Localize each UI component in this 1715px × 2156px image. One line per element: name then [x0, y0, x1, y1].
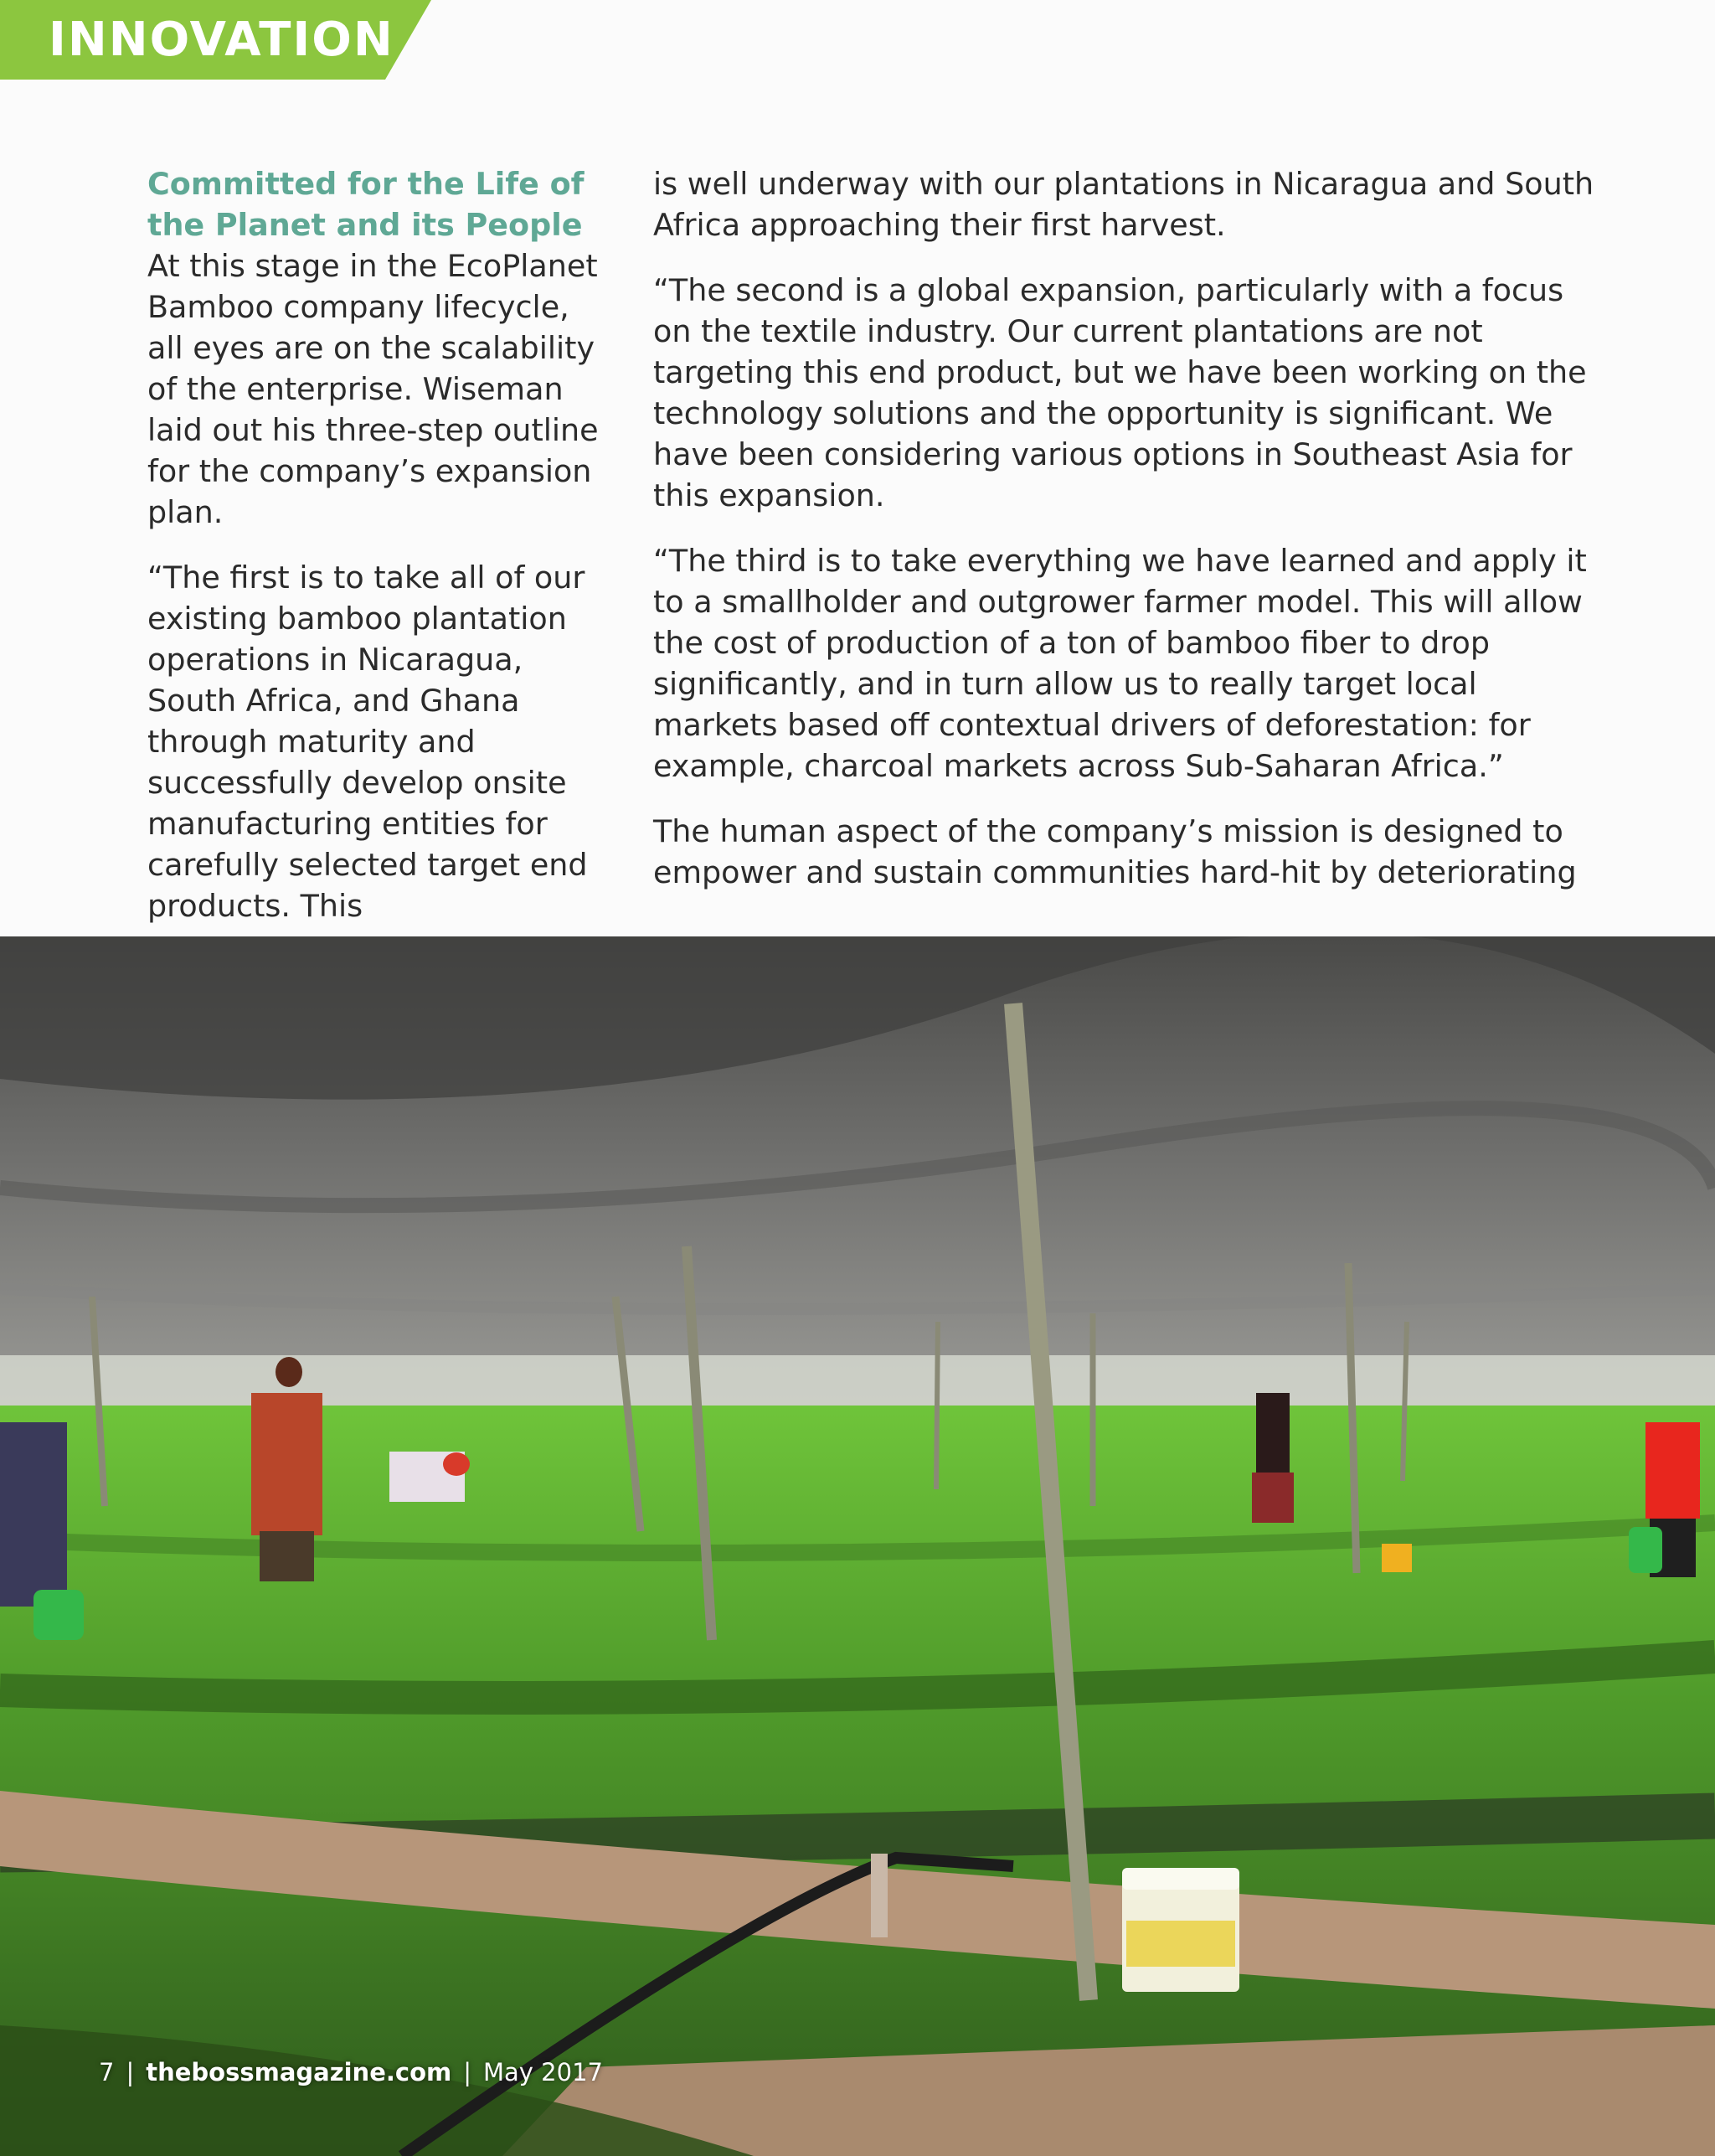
- article-subhead: Committed for the Life of the Planet and its People: [147, 166, 585, 243]
- footer-site-link[interactable]: thebossmagazine.com: [146, 2058, 452, 2086]
- footer-divider: |: [463, 2058, 471, 2086]
- page-number: 7: [99, 2058, 115, 2086]
- paragraph-left-2: “The first is to take all of our existing bamboo plantation operations in Nicaragua, South Africa, and Ghana through maturity and successfully develop onsite manufacturing entities for carefully selected target end products. This: [147, 560, 588, 924]
- footer-divider: |: [126, 2058, 135, 2086]
- bamboo-nursery-photo: [0, 936, 1715, 2156]
- footer-issue-date: May 2017: [483, 2058, 603, 2086]
- paragraph-right-4: The human aspect of the company’s mission is designed to empower and sustain communities hard-hit by deteriorating: [653, 813, 1577, 890]
- paragraph-left-1: At this stage in the EcoPlanet Bamboo company lifecycle, all eyes are on the scalability of the enterprise. Wiseman laid out his three-step outline for the company’s expansion plan.: [147, 248, 599, 530]
- page-footer: [99, 2055, 603, 2089]
- paragraph-right-1: is well underway with our plantations in Nicaragua and South Africa approaching their first harvest.: [653, 166, 1594, 243]
- paragraph-right-3: “The third is to take everything we have learned and apply it to a smallholder and outgrower farmer model. This will allow the cost of production of a ton of bamboo fiber to drop significantly, and in turn allow us to really target local markets based off contextual drivers of deforestation: for example, charcoal markets across Sub-Saharan Africa.”: [653, 543, 1587, 784]
- section-label: INNOVATION: [49, 13, 394, 67]
- article-right-column: [653, 163, 1608, 917]
- paragraph-right-2: “The second is a global expansion, particularly with a focus on the textile industry. Our current plantations are not targeting this end product, but we have been working on the technology solutions and the opportunity is significant. We have been considering various options in Southeast Asia for this expansion.: [653, 272, 1587, 513]
- article-left-column: [147, 163, 612, 951]
- section-tab: [0, 0, 435, 80]
